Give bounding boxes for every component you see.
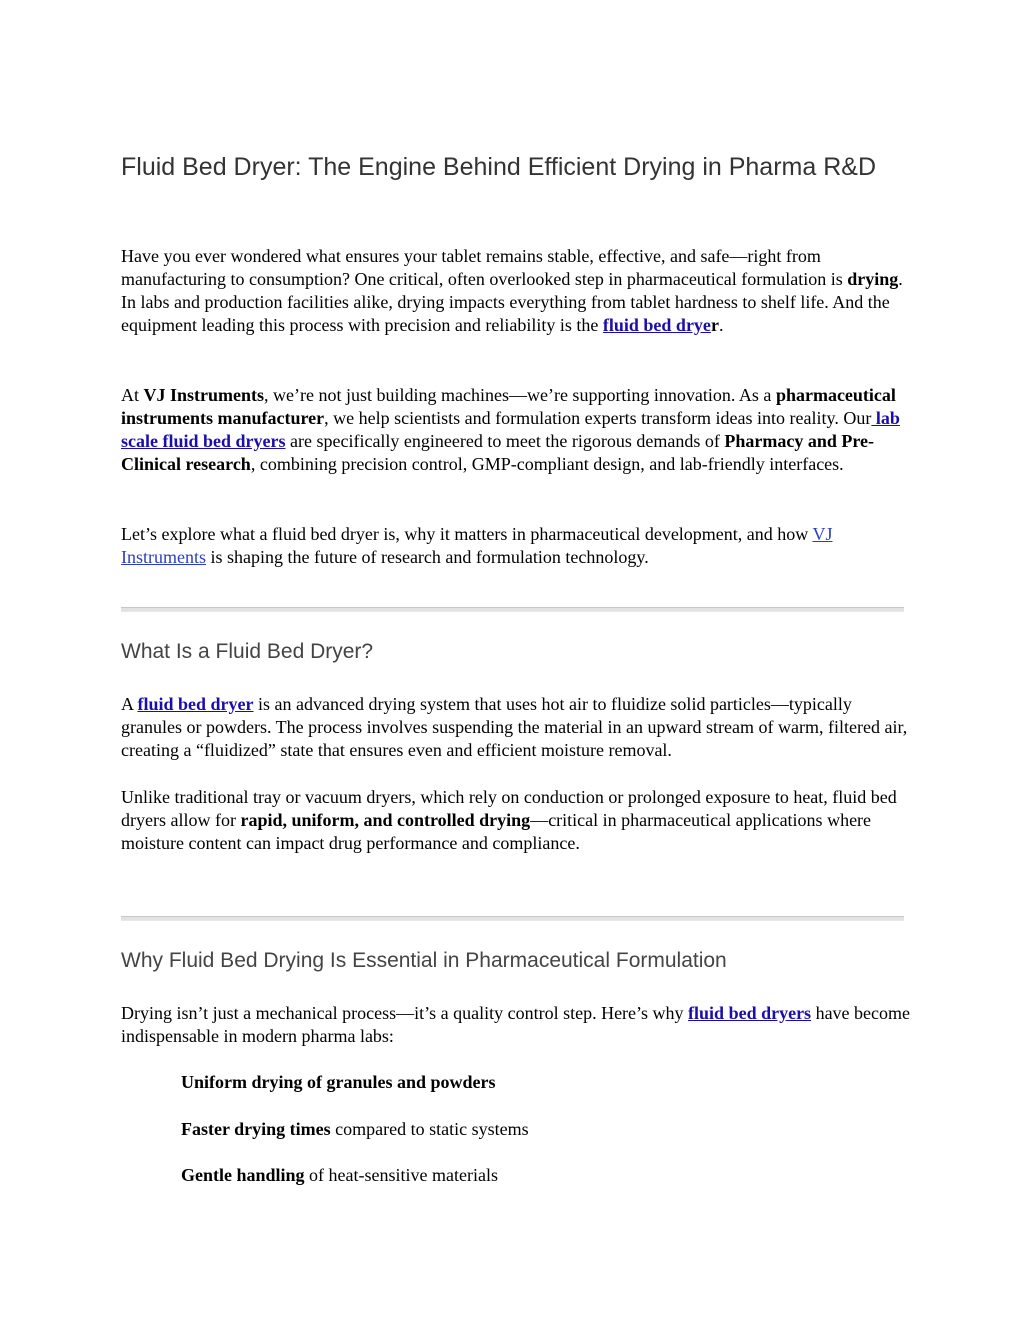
- intro-p2-bold-manufacturer: pharmaceutical instruments manufacturer: [121, 385, 896, 428]
- section2-paragraph-1: [121, 1002, 911, 1048]
- fluid-bed-dryer-link[interactable]: fluid bed drye: [602, 315, 711, 335]
- section2-heading: Why Fluid Bed Drying Is Essential in Pharmaceutical Formulation: [121, 949, 727, 972]
- intro-p2-text-a: At: [121, 385, 144, 405]
- section2-p1-text-a: Drying isn’t just a mechanical process—it’s a quality control step. Here’s why: [121, 1003, 689, 1023]
- fluid-bed-dryers-link[interactable]: fluid bed dryers: [688, 1003, 812, 1023]
- intro-paragraph-3: [121, 523, 911, 569]
- intro-p3-text-b: is shaping the future of research and formulation technology.: [206, 547, 649, 567]
- intro-p1-bold-drying: drying: [847, 269, 899, 289]
- section-divider-2: [121, 916, 904, 921]
- section2-p1-text-b: have become indispensable in modern pharma labs:: [121, 1003, 911, 1046]
- intro-p1-text-b: . In labs and production facilities alike, drying impacts everything from tablet hardness to shelf life. And the equipment leading this process with precision and reliability is the: [121, 269, 903, 335]
- vj-instruments-link[interactable]: VJ Instruments: [121, 524, 833, 567]
- list-item: [181, 1164, 911, 1187]
- list-item-text: of heat-sensitive materials: [304, 1165, 498, 1185]
- section-divider-1: [121, 607, 904, 612]
- section1-p2-bold: rapid, uniform, and controlled drying: [240, 810, 531, 830]
- section1-p1-text-a: A: [121, 694, 138, 714]
- intro-paragraph-2: [121, 384, 911, 476]
- intro-p2-text-e: , combining precision control, GMP-compliant design, and lab-friendly interfaces.: [250, 454, 844, 474]
- list-item: [181, 1071, 911, 1094]
- intro-p2-text-b: , we’re not just building machines—we’re supporting innovation. As a: [264, 385, 776, 405]
- intro-p2-bold-company: VJ Instruments: [143, 385, 265, 405]
- list-item-bold: Faster drying times: [181, 1119, 331, 1139]
- list-item: [181, 1118, 911, 1141]
- list-item-text: compared to static systems: [330, 1119, 529, 1139]
- intro-p1-end: .: [718, 315, 724, 335]
- fluid-bed-dryer-link-2[interactable]: fluid bed dryer: [137, 694, 254, 714]
- section1-p1-text-b: is an advanced drying system that uses hot air to fluidize solid particles—typically granules or powders. The process involves suspending the material in an upward stream of warm, filtered air, creating a “fluidized” state that ensures even and efficient moisture removal.: [121, 694, 908, 760]
- section1-p2-text-b: —critical in pharmaceutical applications where moisture content can impact drug performance and compliance.: [121, 810, 872, 853]
- intro-paragraph-1: [121, 245, 911, 337]
- section1-paragraph-2: [121, 786, 911, 855]
- list-item-bold: Gentle handling: [181, 1165, 305, 1185]
- intro-p1-link-tail: r: [710, 315, 719, 335]
- section1-paragraph-1: [121, 693, 911, 762]
- intro-p2-text-c: , we help scientists and formulation experts transform ideas into reality. Our: [324, 408, 872, 428]
- list-item-bold: Uniform drying of granules and powders: [181, 1072, 496, 1092]
- intro-p1-text-a: Have you ever wondered what ensures your tablet remains stable, effective, and safe—right from manufacturing to consumption? One critical, often overlooked step in pharmaceutical formulation is: [121, 246, 848, 289]
- lab-scale-fluid-bed-dryers-link[interactable]: lab scale fluid bed dryers: [121, 408, 900, 451]
- page-title: Fluid Bed Dryer: The Engine Behind Efficient Drying in Pharma R&D: [121, 153, 876, 181]
- intro-p3-text-a: Let’s explore what a fluid bed dryer is, why it matters in pharmaceutical development, and how: [121, 524, 813, 544]
- section1-heading: What Is a Fluid Bed Dryer?: [121, 640, 374, 663]
- section1-p2-text-a: Unlike traditional tray or vacuum dryers, which rely on conduction or prolonged exposure to heat, fluid bed dryers allow for: [121, 787, 897, 830]
- intro-p2-bold-research: Pharmacy and Pre-Clinical research: [121, 431, 874, 474]
- intro-p2-text-d: are specifically engineered to meet the rigorous demands of: [285, 431, 725, 451]
